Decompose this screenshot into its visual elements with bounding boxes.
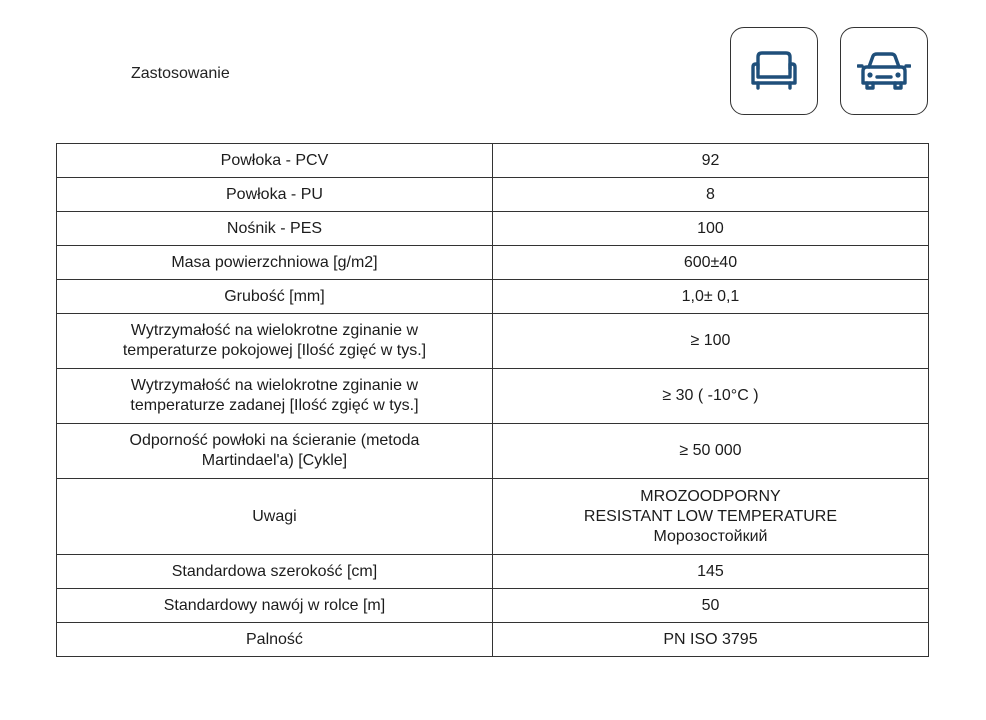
row-label: Masa powierzchniowa [g/m2]: [57, 246, 493, 280]
row-label: Nośnik - PES: [57, 212, 493, 246]
row-value: ≥ 100: [492, 314, 928, 369]
row-value: PN ISO 3795: [492, 623, 928, 657]
row-value: ≥ 50 000: [492, 424, 928, 479]
row-value: 100: [492, 212, 928, 246]
table-row: [57, 314, 929, 369]
table-row: [57, 212, 929, 246]
row-label: Powłoka - PCV: [57, 144, 493, 178]
car-icon: [857, 49, 911, 93]
row-value: 145: [492, 555, 928, 589]
sofa-icon: [749, 49, 799, 93]
row-value: 92: [492, 144, 928, 178]
row-value: 1,0± 0,1: [492, 280, 928, 314]
application-heading: Zastosowanie: [131, 65, 230, 82]
table-row: [57, 424, 929, 479]
application-automotive-tile: [840, 27, 928, 115]
row-value: 50: [492, 589, 928, 623]
table-row: [57, 589, 929, 623]
table-row: [57, 280, 929, 314]
row-label: Wytrzymałość na wielokrotne zginanie w temperaturze zadanej [Ilość zgięć w tys.]: [57, 369, 493, 424]
table-row: [57, 246, 929, 280]
row-label: Uwagi: [57, 479, 493, 555]
table-row: [57, 178, 929, 212]
table-row: [57, 555, 929, 589]
row-label: Standardowy nawój w rolce [m]: [57, 589, 493, 623]
table-row: [57, 369, 929, 424]
row-value: 8: [492, 178, 928, 212]
table-row: [57, 623, 929, 657]
row-label: Wytrzymałość na wielokrotne zginanie w temperaturze pokojowej [Ilość zgięć w tys.]: [57, 314, 493, 369]
row-value: ≥ 30 ( -10°C ): [492, 369, 928, 424]
table-row: [57, 144, 929, 178]
row-value: 600±40: [492, 246, 928, 280]
row-label: Powłoka - PU: [57, 178, 493, 212]
table-row: [57, 479, 929, 555]
specification-table: [56, 143, 929, 657]
row-label: Standardowa szerokość [cm]: [57, 555, 493, 589]
row-label: Odporność powłoki na ścieranie (metoda Martindael'a) [Cykle]: [57, 424, 493, 479]
row-label: Grubość [mm]: [57, 280, 493, 314]
row-label: Palność: [57, 623, 493, 657]
row-value: MROZOODPORNY RESISTANT LOW TEMPERATURE Морозостойкий: [492, 479, 928, 555]
application-furniture-tile: [730, 27, 818, 115]
